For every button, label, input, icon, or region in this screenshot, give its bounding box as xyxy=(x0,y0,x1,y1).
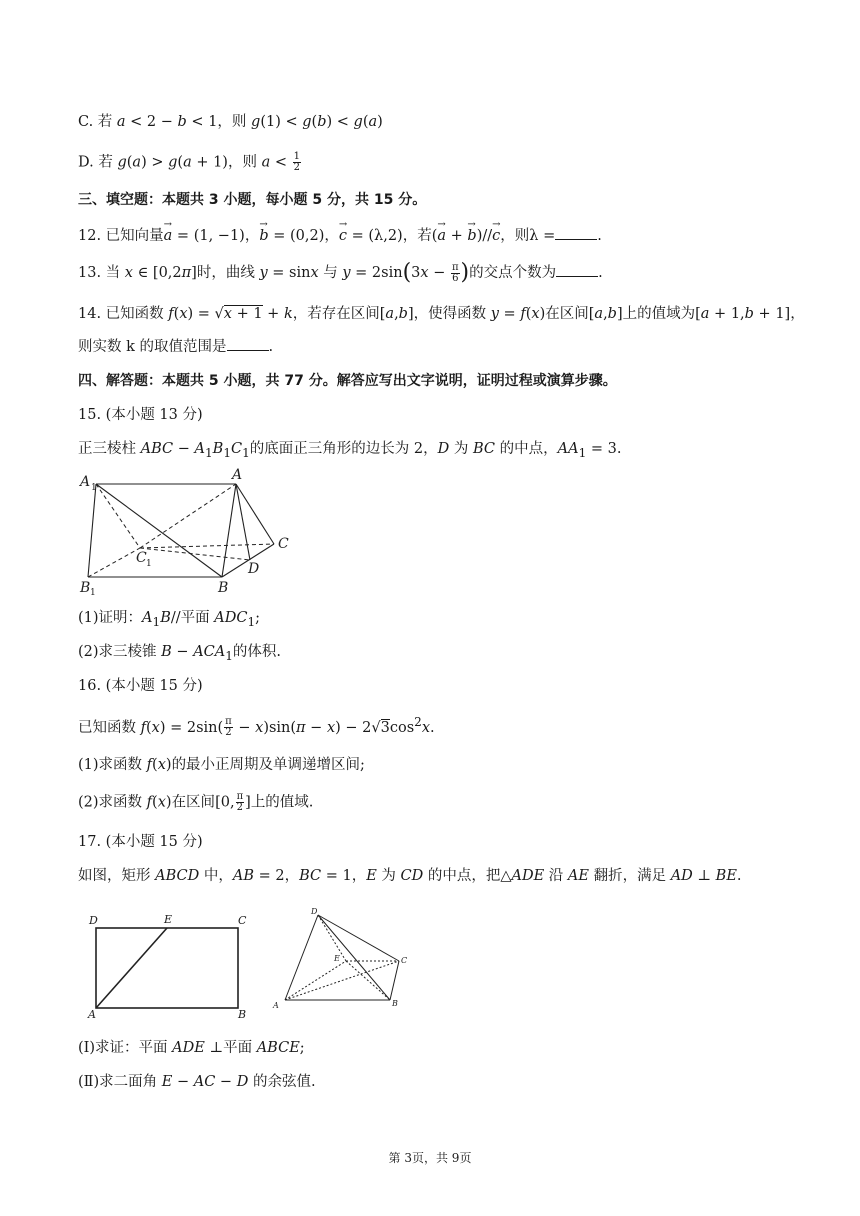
prism-figure xyxy=(78,466,298,596)
fig2-label-B: B xyxy=(392,999,398,1008)
rectangle-figure xyxy=(86,910,256,1020)
label-B: B xyxy=(218,580,229,596)
question-15-stem: 正三棱柱 ABC − $A_1B_1C_1$的底面正三角形的边长为 2，D 为 BC 的中点，$AA_1 = 3$. xyxy=(78,441,622,460)
answer-blank[interactable] xyxy=(227,336,269,351)
folded-figure xyxy=(268,903,418,1013)
fig1-label-B: B xyxy=(238,1008,247,1020)
question-12: 12. 已知向量→ a = (1, −1)，→ b = (0,2)，→ c = (λ,2)，若(→ a + → b)//→ c，则λ = . xyxy=(78,225,602,246)
label-C1: C xyxy=(136,550,147,566)
answer-blank[interactable] xyxy=(555,225,597,240)
option-d: D. 若 g(a) > g(a + 1)，则 a < $\frac{1}{2}$ xyxy=(78,151,300,173)
section-fill-in-heading: 三、填空题：本题共 3 小题，每小题 5 分，共 15 分。 xyxy=(78,192,427,208)
fig1-label-A: A xyxy=(88,1008,96,1020)
svg-text:1: 1 xyxy=(146,559,152,569)
label-D: D xyxy=(248,561,260,577)
answer-blank[interactable] xyxy=(556,262,598,277)
question-17-part1: (Ⅰ)求证：平面 ADE ⊥平面 ABCE; xyxy=(78,1040,305,1056)
fig1-label-D: D xyxy=(89,914,98,927)
question-15-part2: (2)求三棱锥 $B - ACA_1$的体积. xyxy=(78,644,282,663)
label-A1: A xyxy=(80,474,91,490)
fig1-label-C: C xyxy=(238,914,247,927)
question-17-part2: (Ⅱ)求二面角 E − AC − D 的余弦值. xyxy=(78,1074,316,1090)
fig2-label-D: D xyxy=(311,907,318,916)
svg-text:1: 1 xyxy=(91,483,97,493)
fig2-label-A: A xyxy=(273,1001,279,1010)
question-15-heading: 15. (本小题 13 分) xyxy=(78,407,203,423)
question-16-part1: (1)求函数 f(x)的最小正周期及单调递增区间; xyxy=(78,757,365,773)
question-17-stem: 如图，矩形 ABCD 中，AB = 2，BC = 1，E 为 CD 的中点，把△ADE 沿 AE 翻折，满足 AD ⊥ BE. xyxy=(78,868,742,884)
question-13: 13. 当 x ∈ [0,2π]时，曲线 y = sinx 与 y = 2sin(3x − $\frac{\pi}{6}$ )的交点个数为 . xyxy=(78,260,603,285)
page-footer: 第 3页，共 9页 xyxy=(388,1151,472,1165)
section-answer-heading: 四、解答题：本题共 5 小题，共 77 分。解答应写出文字说明，证明过程或演算步骤。 xyxy=(78,373,617,389)
question-16-heading: 16. (本小题 15 分) xyxy=(78,678,203,694)
question-16-part2: (2)求函数 f(x)在区间[0, $\frac{\pi}{2}$ ]上的值域. xyxy=(78,791,314,813)
svg-text:1: 1 xyxy=(90,588,96,596)
question-17-heading: 17. (本小题 15 分) xyxy=(78,834,203,850)
question-16-stem: 已知函数 f(x) = 2sin( $\frac{\pi}{2}$ − $x)\sin(\pi - x) - 2√3\cos^2x$. xyxy=(78,715,435,739)
fig2-label-E: E xyxy=(334,954,340,963)
label-C: C xyxy=(278,536,289,552)
question-14-line2: 则实数 k 的取值范围是 . xyxy=(78,336,273,357)
label-A: A xyxy=(232,467,243,483)
fig2-label-C: C xyxy=(401,956,408,965)
option-c: C. 若 a < 2 − b < 1，则 g(1) < g(b) < g(a) xyxy=(78,114,383,130)
question-15-part1: (1)证明：$A_1B//$平面 $ADC_1$; xyxy=(78,610,261,629)
question-14: 14. 已知函数 f(x) = √x + 1 + k，若存在区间[a,b]，使得函数 y = f(x)在区间[a,b]上的值域为[a + 1,b + 1]， xyxy=(78,306,805,322)
label-B1: B xyxy=(80,580,91,596)
fig1-label-E: E xyxy=(164,913,173,926)
